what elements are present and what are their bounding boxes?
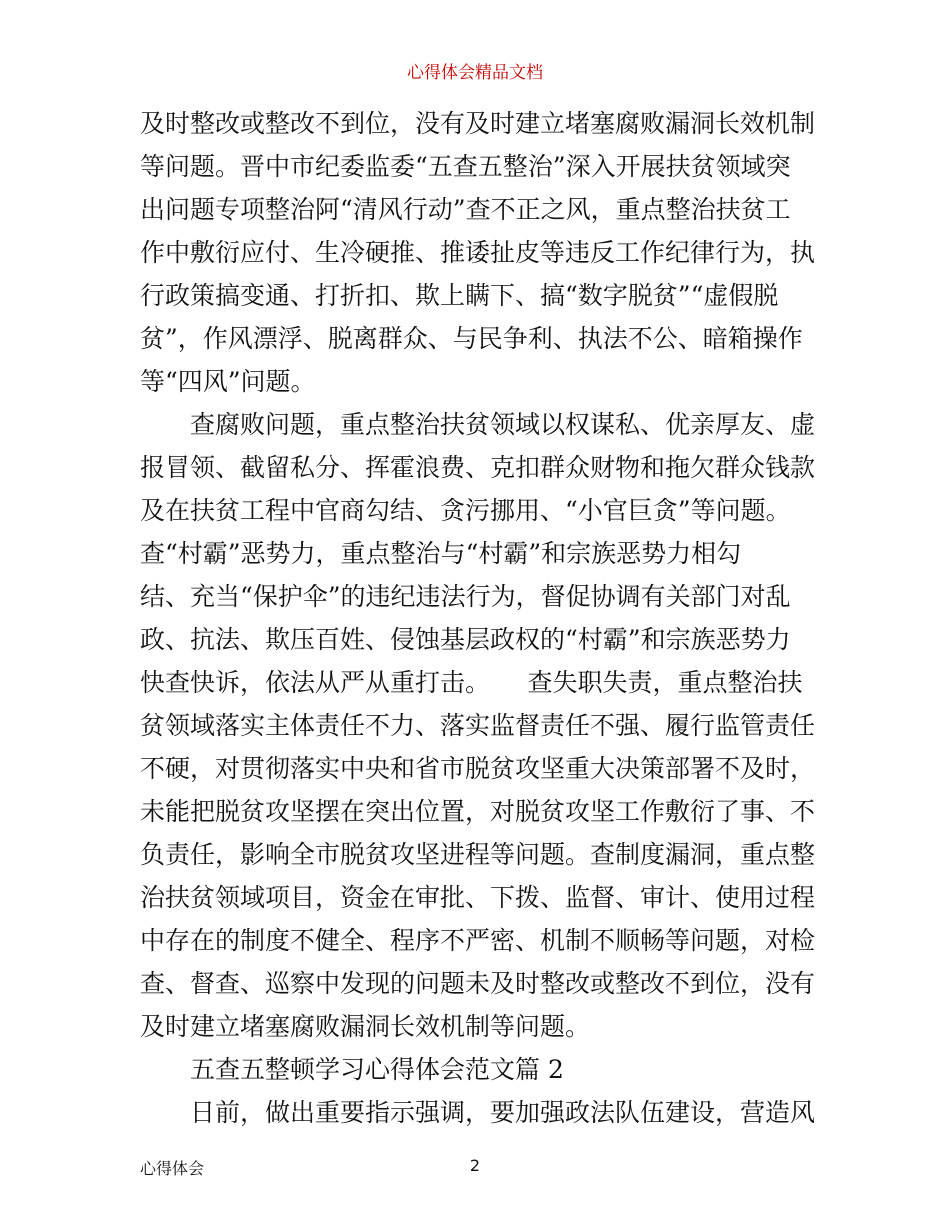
text-line: 作中敷衍应付、生冷硬推、推诿扯皮等违反工作纪律行为，执 <box>140 238 816 267</box>
text-line: 政、抗法、欺压百姓、侵蚀基层政权的“村霸”和宗族恶势力 <box>140 625 791 654</box>
paragraph-start-line: 查腐败问题，重点整治扶贫领域以权谋私、优亲厚友、虚 <box>190 410 816 439</box>
text-line: 结、充当“保护伞”的违纪违法行为，督促协调有关部门对乱 <box>140 582 791 611</box>
text-line: 行政策搞变通、打折扣、欺上瞒下、搞“数字脱贫”“虚假脱 <box>140 281 779 310</box>
text-line: 等“四风”问题。 <box>140 367 316 396</box>
text-line: 查“村霸”恶势力，重点整治与“村霸”和宗族恶势力相勾 <box>140 539 742 568</box>
text-line: 出问题专项整治阿“清风行动”查不正之风，重点整治扶贫工 <box>140 195 791 224</box>
text-line: 负责任，影响全市脱贫攻坚进程等问题。查制度漏洞，重点整 <box>140 840 816 869</box>
text-line: 等问题。晋中市纪委监委“五查五整治”深入开展扶贫领域突 <box>140 152 791 181</box>
text-line: 贫领域落实主体责任不力、落实监督责任不强、履行监管责任 <box>140 711 816 740</box>
text-line: 及时整改或整改不到位，没有及时建立堵塞腐败漏洞长效机制 <box>140 109 816 138</box>
section-heading: 五查五整顿学习心得体会范文篇 2 <box>190 1055 564 1084</box>
text-line: 贫”，作风漂浮、脱离群众、与民争利、执法不公、暗箱操作 <box>140 324 803 353</box>
page-header-title: 心得体会精品文档 <box>407 63 543 83</box>
text-line: 不硬，对贯彻落实中央和省市脱贫攻坚重大决策部署不及时， <box>140 754 816 783</box>
page-footer <box>0 1156 950 1176</box>
text-line: 快查快诉，依法从严从重打击。 查失职失责，重点整治扶 <box>140 668 803 697</box>
text-line: 查、督查、巡察中发现的问题未及时整改或整改不到位，没有 <box>140 969 816 998</box>
document-body <box>140 102 816 1134</box>
text-line: 及在扶贫工程中官商勾结、贪污挪用、“小官巨贪”等问题。 <box>140 496 791 525</box>
page-number: 2 <box>469 1156 481 1175</box>
paragraph-start-line: 日前，做出重要指示强调，要加强政法队伍建设，营造风 <box>190 1098 816 1127</box>
text-line: 未能把脱贫攻坚摆在突出位置，对脱贫攻坚工作敷衍了事、不 <box>140 797 816 826</box>
text-line: 及时建立堵塞腐败漏洞长效机制等问题。 <box>140 1012 591 1041</box>
text-line: 治扶贫领域项目，资金在审批、下拨、监督、审计、使用过程 <box>140 883 816 912</box>
text-line: 中存在的制度不健全、程序不严密、机制不顺畅等问题，对检 <box>140 926 816 955</box>
text-line: 报冒领、截留私分、挥霍浪费、克扣群众财物和拖欠群众钱款 <box>140 453 816 482</box>
footer-label: 心得体会 <box>140 1159 205 1178</box>
